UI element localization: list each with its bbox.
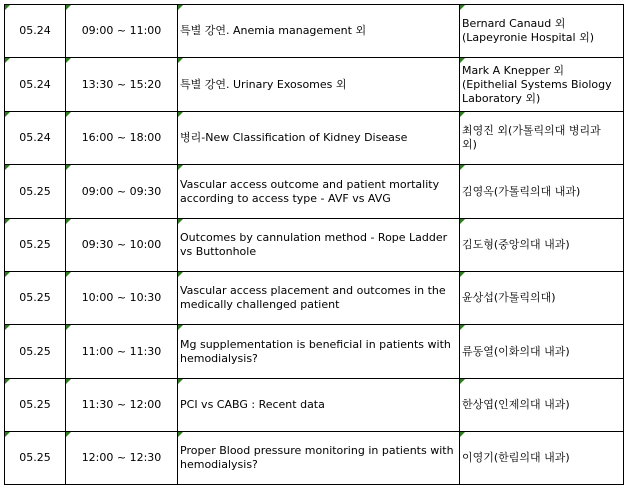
session-title-line: according to access type - AVF vs AVG xyxy=(180,191,391,205)
time-cell xyxy=(66,5,178,58)
cell-corner-marker xyxy=(460,5,465,10)
date-text: 05.25 xyxy=(19,238,51,251)
cell-corner-marker xyxy=(460,112,465,117)
date-cell xyxy=(5,165,66,219)
table-row xyxy=(5,5,624,58)
time-text: 12:00 ~ 12:30 xyxy=(81,451,162,464)
cell-corner-marker xyxy=(66,272,71,277)
table-row xyxy=(5,272,624,325)
date-text: 05.25 xyxy=(19,344,51,358)
speaker-line: Mark A Knepper 외 xyxy=(462,63,564,77)
time-cell xyxy=(66,165,178,219)
cell-corner-marker xyxy=(5,219,10,224)
session-title-line: medically challenged patient xyxy=(180,298,340,311)
speaker-cell xyxy=(460,325,624,379)
speaker-line: 한상엽(인제의대 내과) xyxy=(462,398,570,411)
cell-corner-marker xyxy=(178,272,183,277)
table-row xyxy=(5,165,624,219)
cell-corner-marker xyxy=(460,58,465,63)
cell-corner-marker xyxy=(5,325,10,330)
table-row xyxy=(5,58,624,112)
table-row xyxy=(5,112,624,165)
session-title-line: Vascular access outcome and patient mortality xyxy=(180,177,440,191)
session-title-cell xyxy=(178,58,460,112)
session-title-line: 병리-New Classification of Kidney Disease xyxy=(180,131,408,144)
speaker-line: Laboratory 외) xyxy=(462,91,541,105)
time-text: 09:00 ~ 11:00 xyxy=(81,24,162,37)
time-cell xyxy=(66,112,178,165)
speaker-cell xyxy=(460,379,624,432)
session-title-cell xyxy=(178,112,460,165)
session-title-line: 특별 강연. Anemia management 외 xyxy=(180,24,367,37)
speaker-cell xyxy=(460,219,624,272)
date-text: 05.25 xyxy=(19,398,51,411)
speaker-line: (Epithelial Systems Biology xyxy=(462,77,612,91)
cell-corner-marker xyxy=(5,112,10,117)
cell-corner-marker xyxy=(460,379,465,384)
cell-corner-marker xyxy=(178,379,183,384)
session-title-line: Outcomes by cannulation method - Rope Ladder xyxy=(180,231,448,244)
date-cell xyxy=(5,379,66,432)
cell-corner-marker xyxy=(66,325,71,330)
date-cell xyxy=(5,5,66,58)
date-cell xyxy=(5,112,66,165)
time-text: 13:30 ~ 15:20 xyxy=(81,77,162,91)
date-cell xyxy=(5,272,66,325)
cell-corner-marker xyxy=(178,219,183,224)
time-cell xyxy=(66,379,178,432)
session-title-line: Proper Blood pressure monitoring in patients with xyxy=(180,444,454,457)
table-row xyxy=(5,219,624,272)
speaker-cell xyxy=(460,112,624,165)
time-cell xyxy=(66,325,178,379)
cell-corner-marker xyxy=(460,272,465,277)
table-row xyxy=(5,325,624,379)
table-row xyxy=(5,432,624,485)
session-title-cell xyxy=(178,219,460,272)
session-title-cell xyxy=(178,432,460,485)
cell-corner-marker xyxy=(66,219,71,224)
cell-corner-marker xyxy=(5,165,10,170)
speaker-line: Bernard Canaud 외 xyxy=(462,17,566,30)
cell-corner-marker xyxy=(460,432,465,437)
time-text: 11:00 ~ 11:30 xyxy=(81,344,162,358)
cell-corner-marker xyxy=(66,165,71,170)
speaker-cell xyxy=(460,272,624,325)
speaker-line: 윤상섭(가톨릭의대) xyxy=(462,291,556,304)
cell-corner-marker xyxy=(5,5,10,10)
date-cell xyxy=(5,58,66,112)
cell-corner-marker xyxy=(5,58,10,63)
date-cell xyxy=(5,219,66,272)
cell-corner-marker xyxy=(5,272,10,277)
session-title-cell xyxy=(178,5,460,58)
cell-corner-marker xyxy=(178,112,183,117)
schedule-table xyxy=(4,4,624,485)
time-text: 10:00 ~ 10:30 xyxy=(81,291,162,304)
time-text: 09:30 ~ 10:00 xyxy=(81,238,162,251)
cell-corner-marker xyxy=(178,325,183,330)
speaker-line: 최영진 외(가톨릭의대 병리과 xyxy=(462,124,601,137)
cell-corner-marker xyxy=(5,379,10,384)
session-title-cell xyxy=(178,272,460,325)
session-title-line: 특별 강연. Urinary Exosomes 외 xyxy=(180,77,347,91)
session-title-line: PCI vs CABG : Recent data xyxy=(180,398,325,411)
cell-corner-marker xyxy=(66,379,71,384)
speaker-line: 김영옥(가톨릭의대 내과) xyxy=(462,184,581,198)
cell-corner-marker xyxy=(5,432,10,437)
speaker-line: 외) xyxy=(462,138,477,151)
cell-corner-marker xyxy=(460,325,465,330)
session-title-line: hemodialysis? xyxy=(180,351,258,365)
date-text: 05.24 xyxy=(19,24,51,37)
session-title-line: hemodialysis? xyxy=(180,458,258,471)
date-cell xyxy=(5,432,66,485)
time-cell xyxy=(66,272,178,325)
session-title-cell xyxy=(178,325,460,379)
cell-corner-marker xyxy=(66,5,71,10)
session-title-cell xyxy=(178,165,460,219)
cell-corner-marker xyxy=(460,165,465,170)
date-cell xyxy=(5,325,66,379)
speaker-cell xyxy=(460,5,624,58)
speaker-line: 이영기(한림의대 내과) xyxy=(462,451,570,464)
schedule-body xyxy=(5,5,624,485)
date-text: 05.25 xyxy=(19,184,51,198)
session-title-line: Mg supplementation is beneficial in patients with xyxy=(180,337,451,351)
cell-corner-marker xyxy=(178,58,183,63)
time-text: 16:00 ~ 18:00 xyxy=(81,131,162,144)
date-text: 05.25 xyxy=(19,451,51,464)
time-cell xyxy=(66,432,178,485)
session-title-cell xyxy=(178,379,460,432)
cell-corner-marker xyxy=(178,432,183,437)
cell-corner-marker xyxy=(178,165,183,170)
speaker-line: 류동열(이화의대 내과) xyxy=(462,344,570,358)
speaker-line: (Lapeyronie Hospital 외) xyxy=(462,31,595,44)
cell-corner-marker xyxy=(460,219,465,224)
date-text: 05.24 xyxy=(19,131,51,144)
table-row xyxy=(5,379,624,432)
time-text: 11:30 ~ 12:00 xyxy=(81,398,162,411)
cell-corner-marker xyxy=(66,112,71,117)
time-cell xyxy=(66,58,178,112)
speaker-cell xyxy=(460,165,624,219)
session-title-line: vs Buttonhole xyxy=(180,245,257,258)
cell-corner-marker xyxy=(66,432,71,437)
cell-corner-marker xyxy=(178,5,183,10)
speaker-cell xyxy=(460,432,624,485)
session-title-line: Vascular access placement and outcomes in the xyxy=(180,284,446,297)
date-text: 05.25 xyxy=(19,291,51,304)
cell-corner-marker xyxy=(66,58,71,63)
speaker-line: 김도형(중앙의대 내과) xyxy=(462,238,570,251)
date-text: 05.24 xyxy=(19,77,51,91)
speaker-cell xyxy=(460,58,624,112)
time-text: 09:00 ~ 09:30 xyxy=(81,184,162,198)
time-cell xyxy=(66,219,178,272)
